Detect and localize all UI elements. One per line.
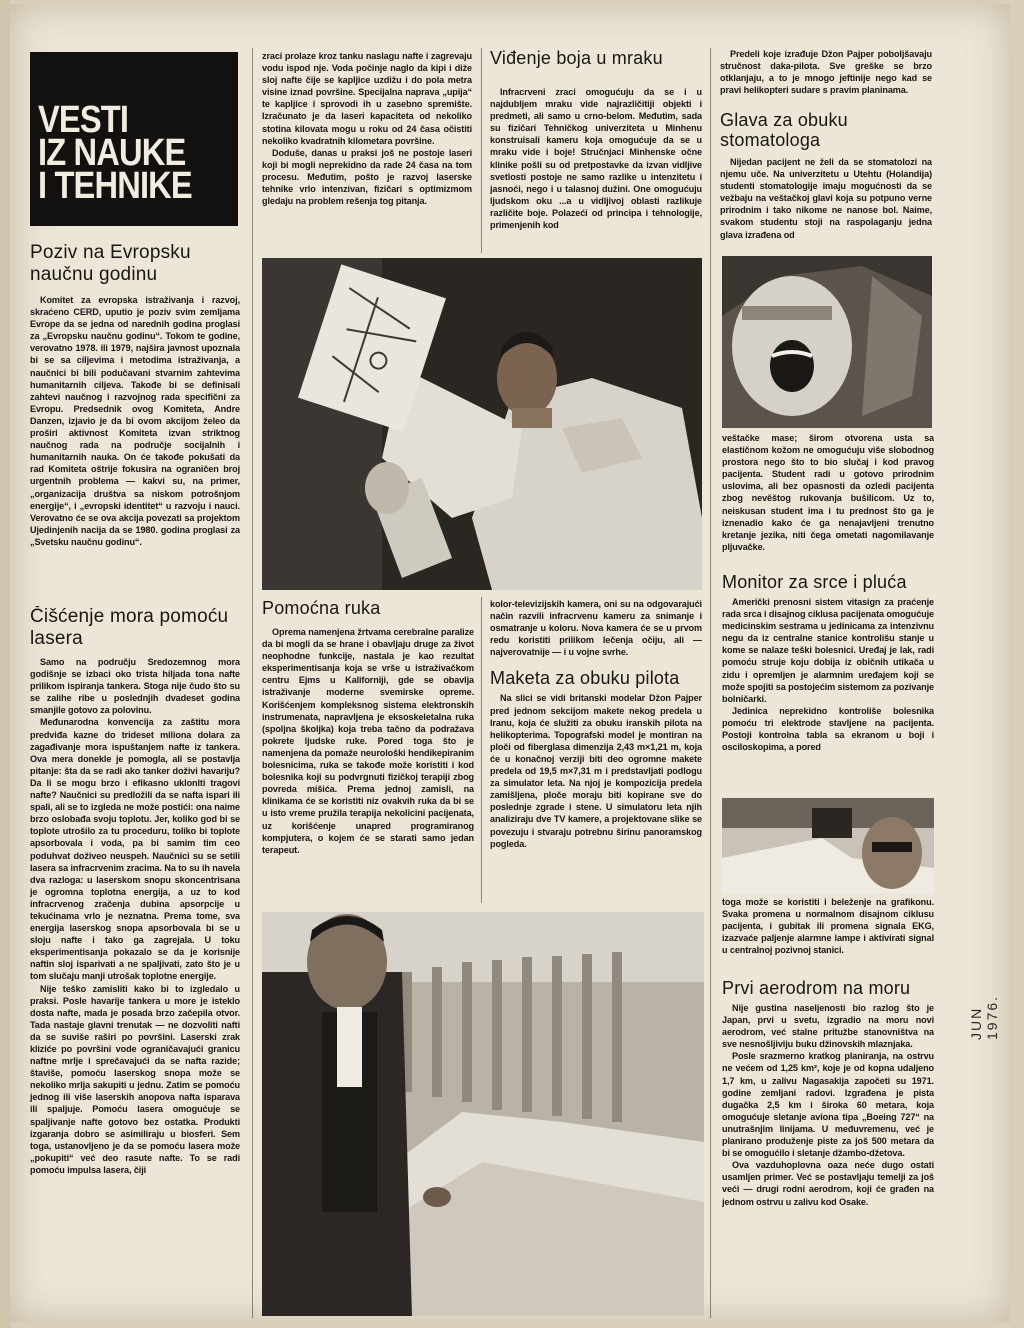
article-vidjenje [490, 48, 702, 254]
article-body [262, 50, 472, 207]
article-title: Viđenje boja u mraku [490, 48, 663, 68]
photo-robotic-arm [262, 258, 702, 590]
article-title: Maketa za obuku pilota [490, 668, 680, 689]
paragraph: Infracrveni zraci omogućuju da se i u najdubljem mraku vide najrazličitiji objekti i predmeti, ali samo u crno-belom. Međutim, sada su fizičari Tehničkog univerziteta u Minhenu konstruisali kameru koja omogućuje da se u mraku vide i boje! Stručnjaci Minhenske očne klinike pošli su od pretpostavke da izvan vidljive svetlosti postoje ne samo razlike u intenzitetu i jasnoći, nego i u talasnoj dužini. One omogućuju ljudskom oku ...a u vidljivoj oblasti razlikuje različite boje. Polazeći od principa i tehnologije, primenjenih kod [490, 87, 702, 231]
paragraph: Međunarodna konvencija za zaštitu mora predviđa kazne do trideset miliona dolara za zagađivanje mora ispuštanjem nafte iz tankera. Ova mera donekle je pomogla, ali se postavlja pitanje: šta da se radi ako tanker doživi havariju? Da li se mogu brzo i efikasno uklonlti tragovi nafte? Naučnici su predložili da se nafta ispari ili spali, ali se to izgleda ne može postići: ona naime brzo oslobađa svoju toplotu. Jer, koliko god bi se toplote utrošilo za tu proceduru, toliko bi toplote apsorbovala i voda, pa bi samim tim ceo poduhvat doživeo neuspeh. Naučnici su se setili lasera sa infracrvenim zracima. Na to su ih navela dva razloga: u laserskom snopu skoncentrisana je ogromna toplotna energija, a uz to kod infracrvenog zračenja dubina apsorpcije u tekućinama vrlo je neznatna. Prema tome, sva energija laserskog snopa apsorbovala bi se u sloju nafte i tako ga zagrejala. U toku eksperimentisanja pokazalo se da je korisnije naftin sloj isparivati a ne spaljivati, zato što je u tom slučaju manji utrošak toplotne energije. [30, 717, 240, 982]
article-aerodrom [722, 978, 934, 1318]
caption-predeli [720, 48, 932, 108]
article-title: Pomoćna ruka [262, 598, 381, 618]
article-body [722, 432, 934, 553]
patient-illustration [722, 798, 934, 894]
column-rule [481, 597, 482, 903]
dental-head-illustration [722, 256, 932, 428]
article-body [490, 86, 702, 231]
terrain-model-illustration [262, 912, 704, 1316]
paragraph: Komitet za evropska istraživanja i razvoj, skraćeno CERD, uputio je poziv svim zemljama Evrope da se jedna od narednih godina proglasi za „Evropsku naučnu godinu“. Tokom te godine, verovatno 1978. ili 1979, najšira javnost upoznala bi se sa ciljevima i metodima istraživanja, a naučnici bi bili podučavani stvarnim zahtevima humanitarnih ciljeva. Takođe bi se definisali zahtevi naučnog i razvojnog rada specifični za Evropu. Predsednik ovog Komiteta, Andre Danzen, izjavio je da bi ovom akcijom želeo da proširi aktivnost Komiteta izvan striktnog naučnog rada na područje socijalnih i humanitarnih nauka. On će takođe pokušati da rad Komiteta oštrije fokusira na ograničen broj urgentnih problema — kakvi su, na primer, „organizacija društva sa niskom potrošnjom energije“, i „evropski identitet“ u razvoju i nauci. Verovatno će se ova akcija povezati sa projektom Ujedinjenih nacija da se 1980. godina proglasi za „Svetsku naučnu godinu“. [30, 295, 240, 547]
article-title: Prvi aerodrom na moru [722, 978, 911, 998]
photo-terrain-model [262, 912, 704, 1316]
article-ciscenje [30, 606, 240, 1316]
paragraph: toga može se koristiti i beleženje na grafikonu. Svaka promena u normalnom disajnom ciklusu pacijenta, i gubitak ili promena signala EKG, izazvaće paljenje alarmne lampe i aktivirati signal u centralnoj pozivnoj stanici. [722, 897, 934, 956]
article-body [720, 156, 932, 241]
paragraph: zraci prolaze kroz tanku naslagu nafte i zagrevaju vodu ispod nje. Voda počinje naglo da kipi i diže sloj nafte čije se kapljice uzdižu i do pola metra visine iznad površine. Specijalna naprava „upija“ te kapljice i sprovodi ih u zasebno spremište. Izračunato je da laseri kapaciteta od nekoliko stotina kilovata mogu u roku od 24 časa očistiti nekoliko kvadratnih kilometara površine. [262, 51, 472, 146]
page-binding-edge [0, 0, 10, 1328]
column-rule [481, 48, 482, 253]
paragraph: Na slici se vidi britanski modelar Džon Pajper pred jednom sekcijom makete nekog predela u Iranu, koja će služiti za obuku iranskih pilota na helikopterima. Topografski model je montiran na ploči od fiberglasa dimenzija 2,43 m×1,21 m, koja će u konačnoj verziji biti deo ogromne makete predela od 19,5 m×7,31 m i predstavljati podlogu za simulator leta. Na njoj je kompozicija predela zamišljena, ploče moraju biti kopirane sve do poslednje zgrade i stene. U simulatoru leta njih analiziraju dve TV kamere, a projektovane slike se povezuju i stvaraju potrebnu širinu panoramskog pogleda. [490, 693, 702, 849]
article-body [722, 896, 934, 956]
paragraph: kolor-televizijskih kamera, oni su na odgovarajući način razvili infracrvenu kameru za snimanje i osmatranje u koloru. Nova kamera će se u prvom redu koristiti prilikom lečenja očiju, ali — najverovatnije — i u vojne svrhe. [490, 599, 702, 658]
article-body [490, 692, 702, 849]
banner-line: IZ NAUKE [38, 132, 186, 174]
column-rule [252, 48, 253, 1318]
paragraph: Nije gustina naseljenosti bio razlog što je Japan, prvi u svetu, izgradio na moru novi aerodrom, već stalne pritužbe stanovništva na sve nesnošljiviju buku džinovskih mlaznjaka. [722, 1003, 934, 1050]
article-ciscenje-continued [262, 50, 472, 250]
paragraph: Samo na području Sredozemnog mora godišnje se izbaci oko trista hiljada tona nafte prilikom ispiranja tankera. Stoga nije čudo što su se zalihe ribe u poslednjih dvadeset godina smanjile gotovo za polovinu. [30, 657, 240, 716]
banner-line: I TEHNIKE [38, 165, 192, 207]
article-glava [720, 110, 932, 250]
article-monitor-continued [722, 896, 934, 968]
paragraph: Ova vazduhoplovna oaza neće dugo ostati usamljen primer. Već se postavljaju temelji za još veći — drugi rodni aerodrom, koji će građen na jednom ostrvu u zalivu kod Osake. [722, 1160, 934, 1207]
paragraph: Jedinica neprekidno kontroliše bolesnika pomoću tri elektrode stavljene na pacijenta. Postoji kontrolna tabla sa ekranom u boji i osciloskopima, a pored [722, 705, 934, 753]
photo-patient-monitor [722, 798, 934, 894]
article-title: Čišćenje mora pomoću lasera [30, 606, 229, 649]
article-maketa [490, 598, 702, 904]
banner-line: VESTI [38, 99, 129, 141]
paragraph: Američki prenosni sistem vitasign za praćenje rada srca i disajnog ciklusa pacijenata omogućuje medicinskim sestrama u jedinicama za intenzivnu negu da iz centralne stanice kontrolišu stanje u kome se nalaze teški bolesnici. Uređaj je lak, radi pomoću struje koju dobija iz običnih utikača u zidu i opremljen je alarmnim uređajem koji se može spojiti sa postojećim sistemom za pozivanje bolničarki. [722, 597, 934, 704]
paragraph: Oprema namenjena žrtvama cerebralne paralize da bi mogli da se hrane i obavljaju druge za život neophodne funkcije, nastala je kao rezultat eksperimentisanja koja se vrše u istraživačkom centru Ejms u Kaliforniji, gde se obavlja istraživanje moderne svemirske opreme. Korišćenjem kompleksnog sistema elektronskih instrumenata, napravljena je eksoskeletalna ruka (spoljna školjka) koja treba tačno da podražava pokrete ljudske ruke. Pored toga što je namenjena da pomaže neurološki hendikepiranim bolesnicima, ruka se takođe može koristiti i kod bolesnika koji su podvrgnuti fizičkoj terapiji zbog povreda mišića. Prema jednoj zamisli, na klinikama će se koristiti niz ovakvih ruka da bi se u isto vreme pružila terapija nekolicini pacijenata, uz korišćenje unapred programiranog kompjutera, o kojem će se starati samo jedan terapeut. [262, 627, 474, 855]
paragraph: Doduše, danas u praksi još ne postoje laseri koji bi mogli neprekidno da rade 24 časa na tom procesu. Međutim, pošto je razvoj laserske tehnike vrlo intenzivan, fizičari s optimizmom gledaju na problem rešenja tog pitanja. [262, 147, 472, 207]
article-pomocna [262, 598, 474, 908]
article-monitor [722, 572, 934, 798]
caption-text [720, 48, 932, 96]
article-title: Glava za obuku stomatologa [720, 110, 848, 150]
article-body [30, 656, 240, 1176]
article-body [30, 294, 240, 548]
paragraph: Posle srazmerno kratkog planiranja, na ostrvu ne većem od 1,25 km², koje je od kopna udaljeno 1,7 km, u zalivu Nagasakija započeti su 1971. godine zemljani radovi. Izgrađena je pista dugačka 2,5 km i široka 60 metara, koja omogućuje sletanje aviona tipa „Boeing 727“ na unutrašnjim linijama. U međuvremenu, već je planirano produženje piste za još 500 metara da bi se omogućilo i sletanje džambo-džetova. [722, 1051, 934, 1159]
article-body [722, 596, 934, 753]
section-banner [30, 52, 238, 226]
article-glava-continued [722, 432, 934, 572]
robotic-arm-illustration [262, 258, 702, 590]
paragraph: veštačke mase; širom otvorena usta sa elastičnom kožom ne omogućuju više slobodnog prostora nego što to bio slučaj i kod pravog pacijenta. Student radi u gotovo prirodnim uslovima, ali bez opasnosti da ozledi pacijenta zbog nevěštog rukovanja bušilicom. Uz to, neiskusan student ima i tu prednost što ga je iznenadio kako će ga nenajavljeni trenutno kretanje jezika, niti čega ometati nagomilavanje pljuvačke. [722, 433, 934, 552]
photo-dental-head [722, 256, 932, 428]
column-rule [710, 48, 711, 1318]
article-body [490, 598, 702, 658]
article-body [262, 626, 474, 856]
paragraph: Nije teško zamisliti kako bi to izgledalo u praksi. Posle havarije tankera u more je isteklo dosta nafte, mada je posada brzo začepila otvor. Tada nastaje glavni trenutak — ne dozvoliti nafti da se suviše raširi po površini. Laserski zrak kliziće po površini vode ograničavajući granicu naftne mrlje i sprečavajući da se nafta razide; štaviše, pomoću laserskog snopa može se nekoliko mrlja sakupiti u jednu. Zatim se pomoću jednog ili više laserskih anopova nafta isparava ili spaljuje. Pomoću lasera omogućuje se spaljivanje nafte gotovo bez ostatka. Produkti izgaranja dobro se asimiliraju u biosferi. Sem toga, ustanovljeno je da se pomoću lasera može „pokupiti“ već deo rasute nafte. To se radi pomoću impulsa lasera, čiji [30, 983, 240, 1175]
date-stamp: JUN 1976. [968, 994, 1000, 1040]
paragraph: Predeli koje izrađuje Džon Pajper poboljšavaju stručnost daka-pilota. Sve greške se brzo otklanjaju, a to je mnogo jeftinije nego kad se pravi helikopteri sudare s pravim planinama. [720, 49, 932, 96]
article-title: Poziv na Evropsku naučnu godinu [30, 242, 191, 285]
paragraph: Nijedan pacijent ne želi da se stomatolozi na njemu uče. Na univerzitetu u Utehtu (Holandija) studenti stomatologije imaju mogućnosti da se vežbaju na veštačkoj glavi koja su potpuno verne prirodnim i tako nikome ne nanose bol. Naime, svakom studentu stoji na raspolaganju jedna glava izrađena od [720, 157, 932, 240]
article-poziv [30, 242, 240, 602]
article-body [722, 1002, 934, 1208]
article-title: Monitor za srce i pluća [722, 572, 907, 592]
